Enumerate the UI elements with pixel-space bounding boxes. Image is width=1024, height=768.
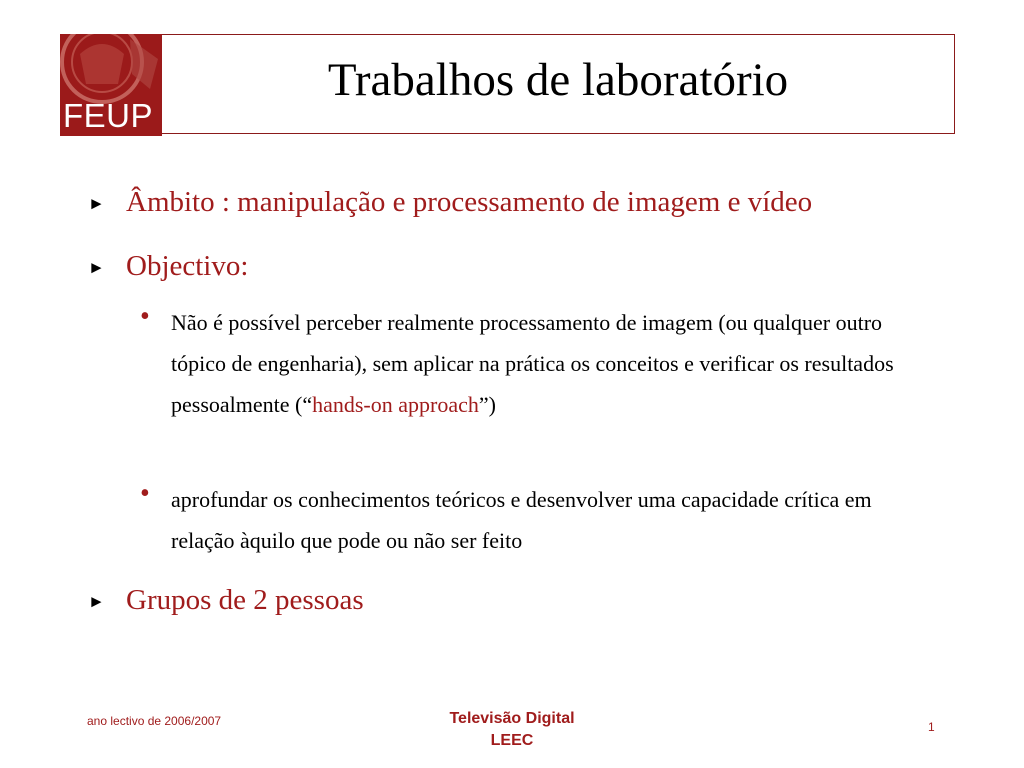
- bullet-text: Objectivo:: [126, 250, 249, 282]
- right-pointer-icon: ►: [88, 258, 105, 277]
- footer-course-program: LEEC: [490, 732, 534, 749]
- feup-logo: [60, 34, 162, 136]
- hands-on-highlight: hands-on approach: [312, 392, 479, 417]
- right-pointer-icon: ►: [88, 592, 105, 611]
- subbullet-text: Não é possível perceber realmente processamento de imagem (ou qualquer outro tópico de engenharia), sem aplicar na prática os conceitos e verificar os resultados pessoalmente (“: [171, 310, 894, 417]
- bullet-text: Grupos de 2 pessoas: [126, 584, 364, 616]
- footer-course: [412, 708, 612, 752]
- logo-text: FEUP: [63, 97, 154, 134]
- bullet-dot-icon: •: [140, 478, 150, 509]
- subbullet-aprofundar: [140, 479, 930, 561]
- page-number: 1: [928, 720, 935, 734]
- footer-course-title: Televisão Digital: [449, 710, 575, 727]
- title-box: [162, 34, 955, 134]
- bullet-prefix: Âmbito :: [126, 186, 230, 218]
- right-pointer-icon: ►: [88, 194, 105, 213]
- page-title: Trabalhos de laboratório: [327, 54, 789, 106]
- subbullet-text-end: ”): [478, 392, 496, 417]
- subbullet-text: aprofundar os conhecimentos teóricos e desenvolver uma capacidade crítica em relação àquilo que pode ou não ser feito: [171, 487, 872, 553]
- subbullet-hands-on: [140, 302, 930, 425]
- bullet-dot-icon: •: [140, 301, 150, 332]
- footer-academic-year: ano lectivo de 2006/2007: [87, 714, 222, 728]
- bullet-text: manipulação e processamento de imagem e vídeo: [229, 186, 813, 218]
